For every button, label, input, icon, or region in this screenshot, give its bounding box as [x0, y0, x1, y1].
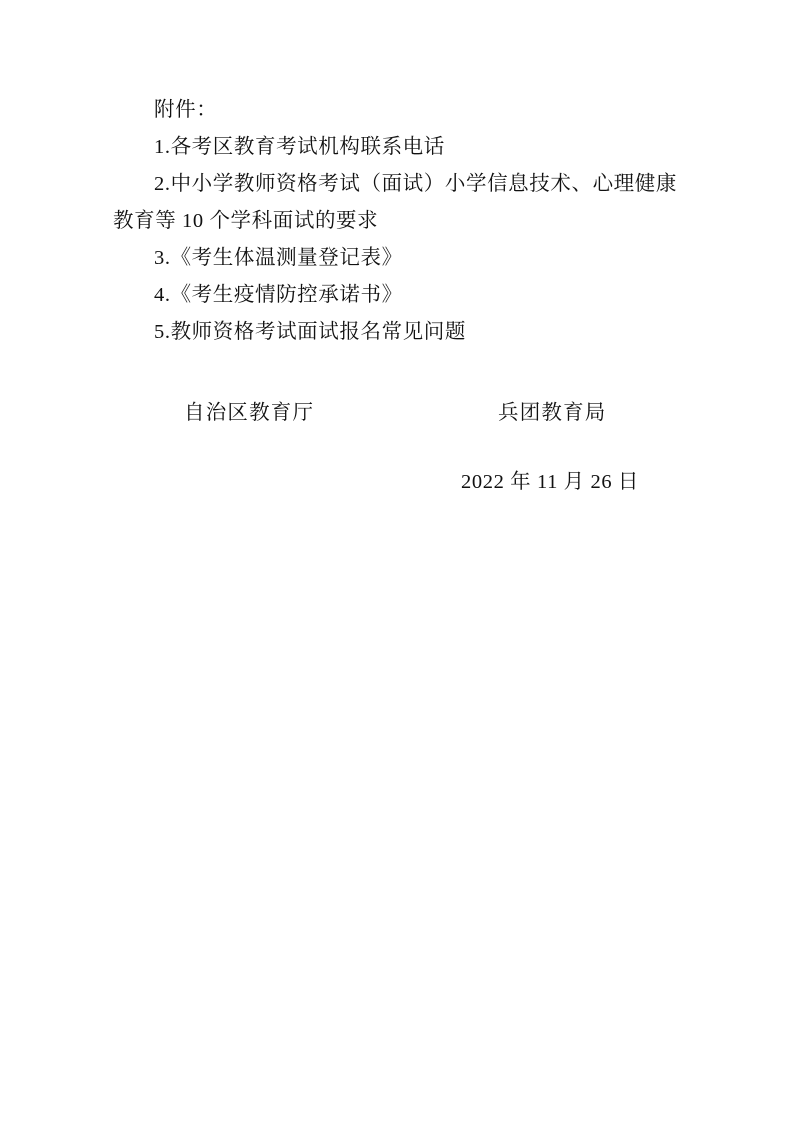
document-date: 2022 年 11 月 26 日 — [461, 471, 639, 493]
attachment-item-4: 4.《考生疫情防控承诺书》 — [154, 284, 403, 306]
document-body — [113, 92, 683, 501]
attachment-item-2: 2.中小学教师资格考试（面试）小学信息技术、心理健康教育等 10 个学科面试的要求 — [113, 173, 677, 232]
attachments-heading: 附件： — [154, 99, 218, 121]
attachment-item-1: 1.各考区教育考试机构联系电话 — [154, 136, 445, 158]
signature-right: 兵团教育局 — [498, 402, 607, 424]
signature-row — [113, 395, 683, 432]
attachment-item-5: 5.教师资格考试面试报名常见问题 — [154, 321, 466, 343]
signature-left: 自治区教育厅 — [184, 402, 315, 424]
attachment-item-3: 3.《考生体温测量登记表》 — [154, 247, 403, 269]
